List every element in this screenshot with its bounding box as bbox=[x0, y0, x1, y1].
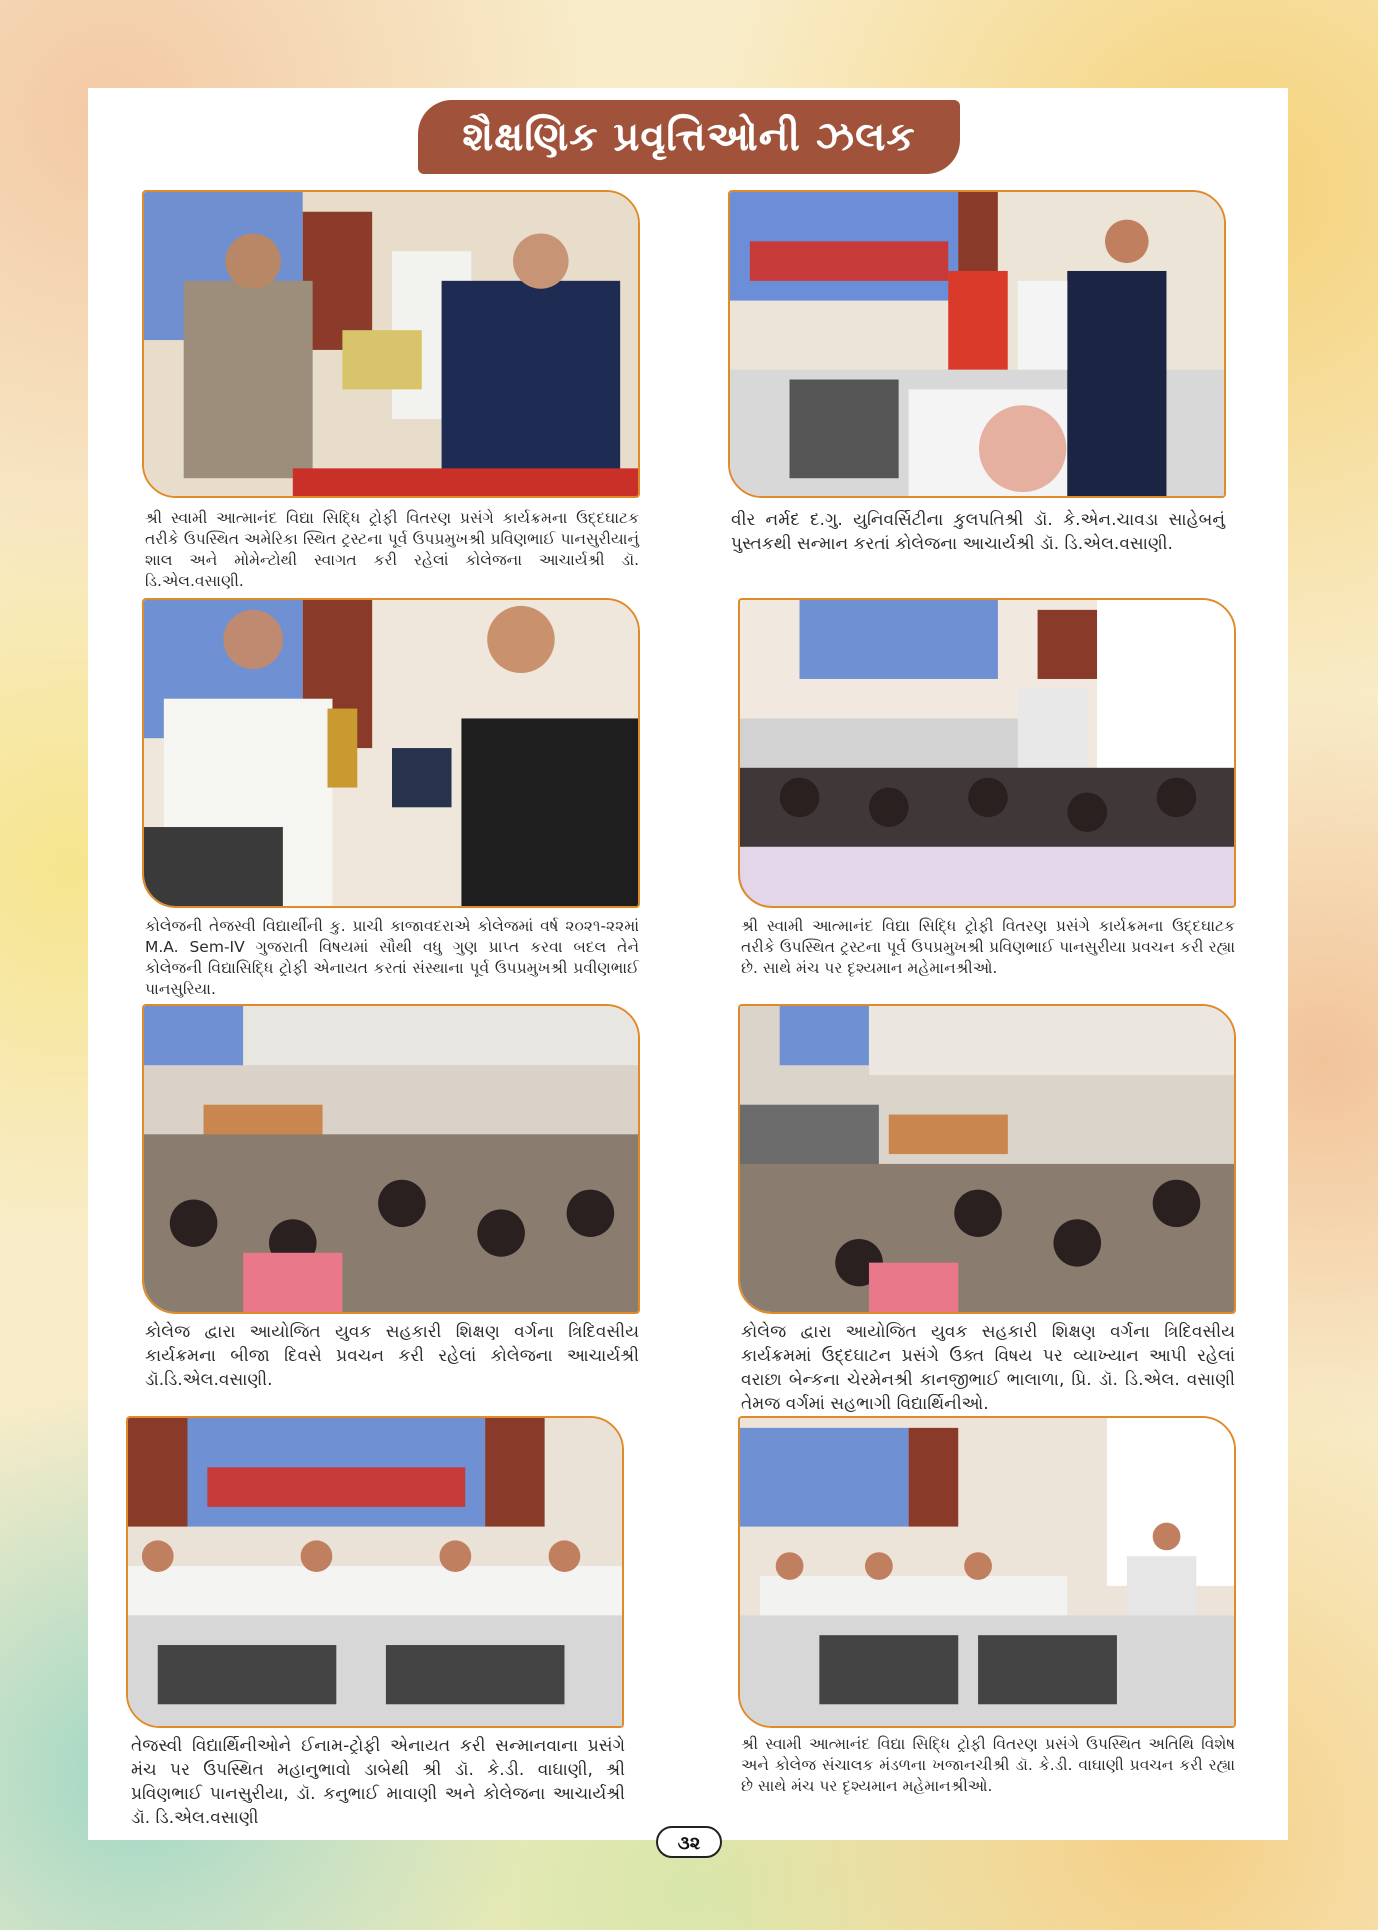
photo-book-honour bbox=[728, 190, 1226, 498]
caption-podium-speech: શ્રી સ્વામી આત્માનંદ વિદ્યા સિદ્ધિ ટ્રોફી વિતરણ પ્રસંગે ઉપસ્થિત અતિથિ વિશેષ અને કોલેજ સંચાલક મંડળના ખજાનચીશ્રી ડૉ. કે.ડી. વાઘાણી પ્રવચન કરી રહ્યા છે સાથે મંચ પર દૃશ્યમાન મહેમાનશ્રીઓ. bbox=[741, 1735, 1235, 1795]
caption-book-honour: વીર નર્મદ દ.ગુ. યુનિવર્સિટીના કુલપતિશ્રી ડૉ. કે.એન.ચાવડા સાહેબનું પુસ્તકથી સન્માન કરતાં કોલેજના આચાર્યશ્રી ડૉ. ડિ.એલ.વસાણી. bbox=[731, 510, 1225, 554]
photo-trophy-presentation bbox=[142, 190, 640, 498]
caption-trophy-presentation: શ્રી સ્વામી આત્માનંદ વિદ્યા સિદ્ધિ ટ્રોફી વિતરણ પ્રસંગે કાર્યક્રમના ઉદ્દઘાટક તરીકે ઉપસ્થિત અમેરિકા સ્થિત ટ્રસ્ટના પૂર્વ ઉપપ્રમુખશ્રી પ્રવિણભાઈ પાનસુરીયાનું શાલ અને મોમેન્ટોથી સ્વાગત કરી રહેલાં કોલેજના આચાર્યશ્રી ડૉ. ડિ.એલ.વસાણી. bbox=[145, 509, 639, 590]
page-number: ૩૨ bbox=[656, 1826, 722, 1858]
photo-student-award bbox=[142, 598, 640, 908]
photo-podium-speech bbox=[738, 1416, 1236, 1728]
photo-lecture-audience bbox=[738, 598, 1236, 908]
page-title: શૈક્ષણિક પ્રવૃત્તિઓની ઝલક bbox=[418, 100, 960, 174]
caption-student-award: કોલેજની તેજસ્વી વિદ્યાર્થીની કુ. પ્રાચી કાજાવદરાએ કોલેજમાં વર્ષ ૨૦૨૧-૨૨માં M.A. Sem-IV ગુજરાતી વિષયમાં સૌથી વધુ ગુણ પ્રાપ્ત કરવા બદલ તેને કોલેજની વિદ્યાસિદ્ધિ ટ્રોફી એનાયત કરતાં સંસ્થાના પૂર્વ ઉપપ્રમુખશ્રી પ્રવીણભાઈ પાનસુરિયા. bbox=[145, 917, 639, 998]
caption-lecture-audience: શ્રી સ્વામી આત્માનંદ વિદ્યા સિદ્ધિ ટ્રોફી વિતરણ પ્રસંગે કાર્યક્રમના ઉદ્દઘાટક તરીકે ઉપસ્થિત ટ્રસ્ટના પૂર્વ ઉપપ્રમુખશ્રી પ્રવિણભાઈ પાનસુરીયા પ્રવચન કરી રહ્યા છે. સાથે મંચ પર દૃશ્યમાન મહેમાનશ્રીઓ. bbox=[741, 917, 1235, 977]
photo-classroom-2 bbox=[738, 1004, 1236, 1314]
photo-classroom-1 bbox=[142, 1004, 640, 1314]
caption-classroom-1: કોલેજ દ્વારા આયોજિત યુવક સહકારી શિક્ષણ વર્ગના ત્રિદિવસીય કાર્યક્રમના બીજા દિવસે પ્રવચન કરી રહેલાં કોલેજના આચાર્યશ્રી ડૉ.ડિ.એલ.વસાણી. bbox=[145, 1322, 639, 1390]
caption-classroom-2: કોલેજ દ્વારા આયોજિત યુવક સહકારી શિક્ષણ વર્ગના ત્રિદિવસીય કાર્યક્રમમાં ઉદ્દઘાટન પ્રસંગે ઉક્ત વિષય પર વ્યાખ્યાન આપી રહેલાં વરાછા બેન્કના ચેરમેનશ્રી કાનજીભાઈ ભાલાળા, પ્રિ. ડૉ. ડિ.એલ. વસાણી તેમજ વર્ગમાં સહભાગી વિદ્યાર્થિનીઓ. bbox=[741, 1322, 1235, 1414]
caption-stage-guests: તેજસ્વી વિદ્યાર્થિનીઓને ઈનામ-ટ્રોફી એનાયત કરી સન્માનવાના પ્રસંગે મંચ પર ઉપસ્થિત મહાનુભાવો ડાબેથી શ્રી ડૉ. કે.ડી. વાઘાણી, શ્રી પ્રવિણભાઈ પાનસુરીયા, ડૉ. કનુભાઈ માવાણી અને કોલેજના આચાર્યશ્રી ડૉ. ડિ.એલ.વસાણી bbox=[131, 1736, 625, 1828]
photo-stage-guests bbox=[126, 1416, 624, 1728]
